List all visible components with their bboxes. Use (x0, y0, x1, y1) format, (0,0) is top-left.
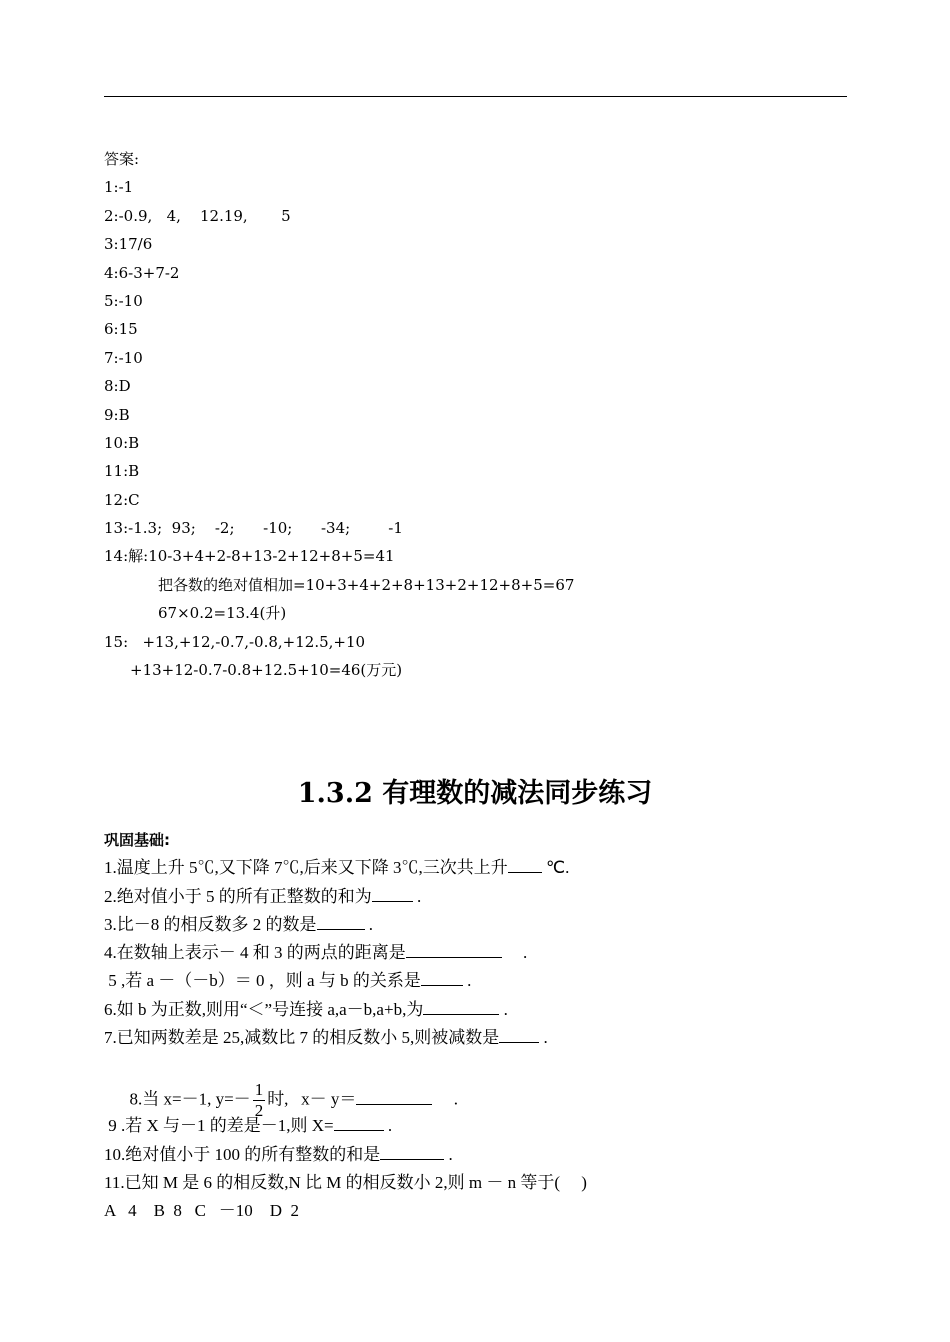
question-text: . (364, 914, 373, 934)
question-text: ℃. (541, 858, 570, 878)
question-8 (104, 1052, 587, 1121)
answer-line: 8:D (104, 377, 131, 396)
answer-line: 13:-1.3; 93; -2; -10; -34; -1 (104, 519, 403, 538)
answer-line: 5:-10 (104, 291, 143, 310)
answer-line: 14:解:10-3+4+2-8+13-2+12+8+5=41 (104, 547, 395, 566)
question-10 (104, 1141, 587, 1169)
question-11-options: A 4 B 8 C －10 D 2 (104, 1201, 300, 1221)
question-7 (104, 1024, 587, 1052)
answer-line: 3:17/6 (104, 235, 153, 254)
answer-blank (317, 913, 365, 930)
answer-blank (406, 941, 502, 958)
section-heading: 巩固基础: (104, 831, 170, 849)
question-text: 9 .若 X 与－1 的差是－1,则 X= (104, 1116, 334, 1136)
answer-line: 6:15 (104, 320, 138, 339)
answer-line: 67×0.2=13.4(升) (158, 604, 287, 623)
answer-blank (356, 1088, 432, 1105)
question-text: . (462, 971, 472, 991)
answer-blank (508, 856, 542, 873)
question-text: 时, x－ y＝ (267, 1089, 357, 1109)
answer-line: 10:B (104, 433, 140, 452)
answer-line: 7:-10 (104, 348, 143, 367)
answer-blank (380, 1143, 444, 1160)
fraction-denominator: 2 (254, 1101, 264, 1121)
question-11: 11.已知 M 是 6 的相反数,N 比 M 的相反数小 2,则 m － n 等于( ) (104, 1172, 587, 1192)
fraction-numerator: 1 (254, 1080, 264, 1100)
question-4 (104, 939, 587, 967)
question-2 (104, 883, 587, 911)
answer-blank (372, 885, 413, 902)
question-text: 5 ,若 a －（－b）＝ 0 ，则 a 与 b 的关系是 (104, 971, 421, 991)
question-text: 1.温度上升 5℃,又下降 7℃,后来又下降 3℃,三次共上升 (104, 858, 508, 878)
question-1 (104, 854, 587, 882)
answer-line: +13+12-0.7-0.8+12.5+10=46(万元) (130, 661, 403, 680)
exercise-title: 1.3.2 有理数的减法同步练习 (297, 778, 653, 809)
question-text: 8.当 x=－1, y=－ (129, 1089, 251, 1109)
answer-blank (423, 998, 499, 1015)
question-text: . (432, 1089, 458, 1109)
answer-line: 11:B (104, 462, 140, 481)
question-text: . (501, 943, 528, 963)
question-text: 6.如 b 为正数,则用“＜”号连接 a,a－b,a+b,为 (104, 999, 424, 1019)
answer-line: 2:-0.9, 4, 12.19, 5 (104, 206, 291, 225)
answer-blank (499, 1026, 539, 1043)
answer-line: 1:-1 (104, 178, 134, 197)
exercise-section (104, 826, 587, 1226)
question-text: . (412, 886, 422, 906)
answer-line: 15: +13,+12,-0.7,-0.8,+12.5,+10 (104, 632, 366, 651)
answer-line: 把各数的绝对值相加=10+3+4+2+8+13+2+12+8+5=67 (158, 575, 575, 594)
question-text: 3.比－8 的相反数多 2 的数是 (104, 914, 317, 934)
question-text: 7.已知两数差是 25,减数比 7 的相反数小 5,则被减数是 (104, 1028, 500, 1048)
question-6 (104, 996, 587, 1024)
fraction (253, 1080, 266, 1121)
question-text: 2.绝对值小于 5 的所有正整数的和为 (104, 886, 372, 906)
question-3 (104, 911, 587, 939)
answer-section (104, 145, 574, 684)
question-text: . (383, 1116, 393, 1136)
question-text: . (539, 1028, 548, 1048)
answer-heading: 答案: (104, 150, 140, 168)
question-5 (104, 967, 587, 995)
question-text: 10.绝对值小于 100 的所有整数的和是 (104, 1144, 381, 1164)
question-text: 4.在数轴上表示－ 4 和 3 的两点的距离是 (104, 943, 406, 963)
answer-line: 9:B (104, 405, 130, 424)
question-text: . (499, 999, 508, 1019)
question-text: . (444, 1144, 453, 1164)
header-rule (104, 96, 847, 97)
answer-blank (421, 969, 463, 986)
answer-line: 12:C (104, 490, 140, 509)
answer-line: 4:6-3+7-2 (104, 263, 180, 282)
